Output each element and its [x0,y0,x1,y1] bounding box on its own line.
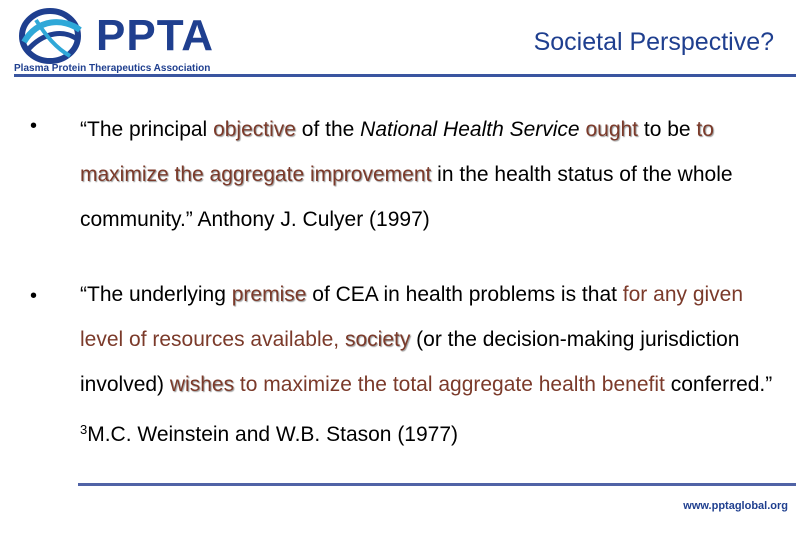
footer-divider [78,483,796,486]
emphasis-society: society [344,328,411,351]
emphasis-resources: for any given level of resources available, [80,283,744,351]
globe-swirl-icon [14,8,90,64]
emphasis-health-benefit: to maximize the total aggregate health benefit [234,373,665,396]
nhs-name: National Health Service [360,118,580,141]
quote-text: “The principal [80,118,214,141]
footer-website-url: www.pptaglobal.org [683,500,788,512]
logo-wordmark: PPTA [96,11,215,60]
quote-text: of the [295,118,361,141]
citation: M.C. Weinstein and W.B. Stason (1977) [87,423,459,446]
quote-text: conferred.” [664,373,773,396]
bullet-weinstein-quote [80,272,780,457]
bullet-marker: • [30,285,38,307]
bullet-culyer-quote [80,107,780,242]
quote-text: in the health status of the whole community.” Anthony J. Culyer (1997) [80,163,733,231]
logo-subtitle: Plasma Protein Therapeutics Association [14,63,211,74]
quote-text: (or the decision-making jurisdiction involved) [80,328,740,396]
slide-title: Societal Perspective? [533,28,774,56]
quote-text: of CEA in health problems is that [306,283,623,306]
emphasis-premise: premise [231,283,307,306]
quote-text: to be [638,118,697,141]
header-divider [14,74,796,77]
emphasis-ought: ought [585,118,639,141]
bullet-marker: • [30,115,38,137]
quote-text: “The underlying [80,283,232,306]
emphasis-objective: objective [213,118,296,141]
footnote-ref: 3 [80,422,88,437]
emphasis-maximize: to maximize the aggregate improvement [80,118,714,186]
ppta-logo [14,8,254,76]
emphasis-wishes: wishes [169,373,235,396]
